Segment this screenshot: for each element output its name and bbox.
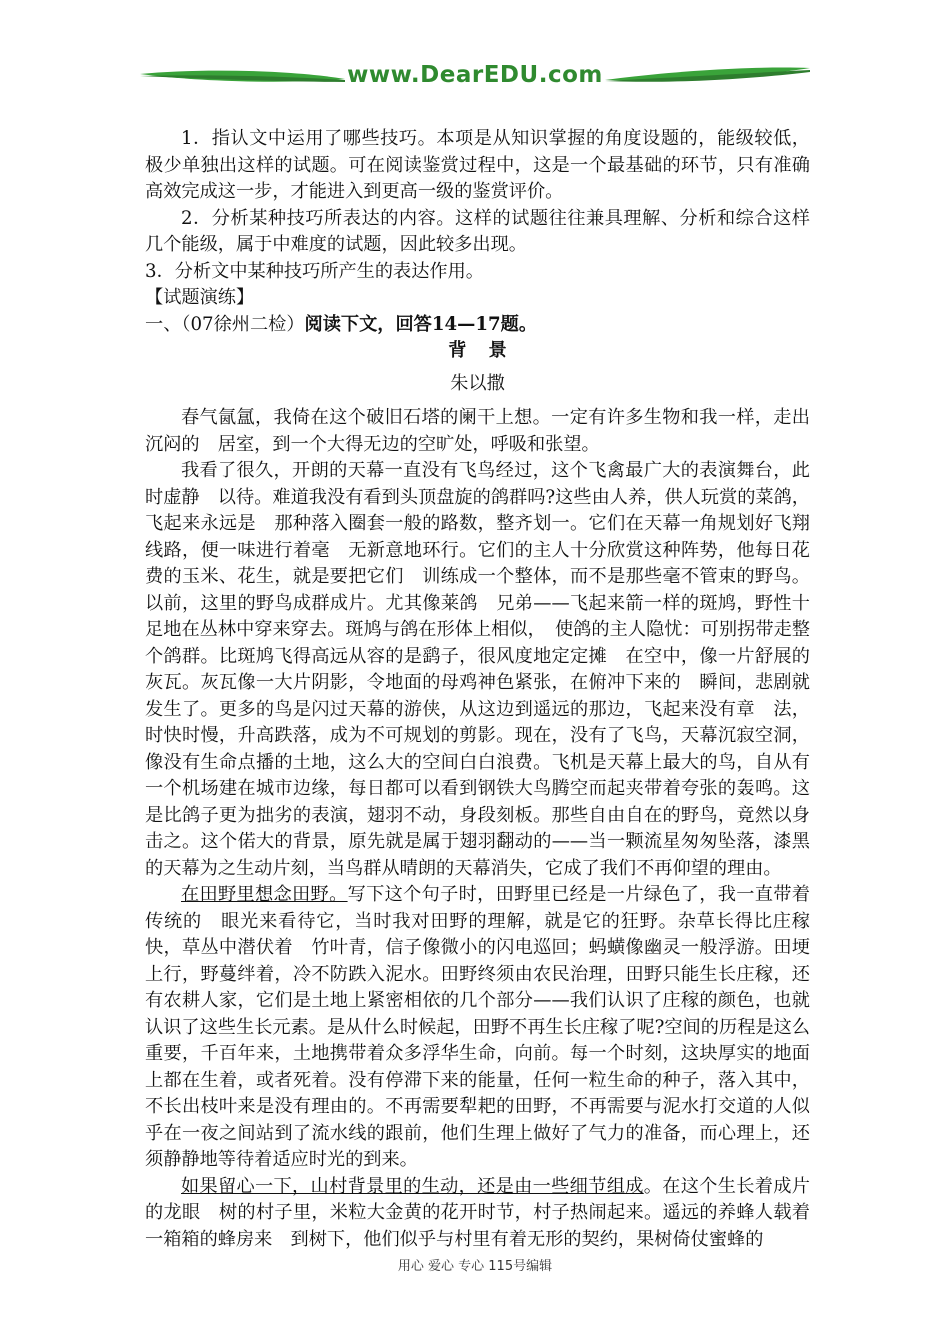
article-author: 朱以撒: [450, 372, 505, 394]
document-body: [145, 126, 810, 1253]
underlined-sentence-2: 如果留心一下，山村背景里的生动，还是由一些细节组成: [181, 1175, 644, 1197]
site-header: [140, 60, 810, 96]
article-paragraph-2: 我看了很久，开朗的天幕一直没有飞鸟经过，这个飞禽最广大的表演舞台，此时虚静 以待。难道我没有看到头顶盘旋的鸽群吗?这些由人养，供人玩赏的菜鸽，飞起来永远是 那种落入圈套一般的路数，整齐划一。它们在天幕一角规划好飞翔线路，便一味进行着毫 无新意地环行。它们的主人十分欣赏这种阵势，他每日花费的玉米、花生，就是要把它们 训练成一个整体，而不是那些毫不管束的野鸟。以前，这里的野鸟成群成片。尤其像莱鸽 兄弟——飞起来箭一样的斑鸠，野性十足地在丛林中穿来穿去。斑鸠与鸽在形体上相似， 使鸽的主人隐忧：可别拐带走整个鸽群。比斑鸠飞得高远从容的是鹞子，很风度地定定摊 在空中，像一片舒展的灰瓦。灰瓦像一大片阴影，令地面的母鸡神色紧张，在俯冲下来的 瞬间，悲剧就发生了。更多的鸟是闪过天幕的游侠，从这边到遥远的那边，飞起来没有章 法，时快时慢，升高跌落，成为不可规划的剪影。现在，没有了飞鸟，天幕沉寂空洞，像没有生命点播的土地，这么大的空间白白浪费。飞机是天幕上最大的鸟，自从有一个机场建在城市边缘，每日都可以看到钢铁大鸟腾空而起夹带着夸张的轰鸣。这是比鸽子更为拙劣的表演，翅羽不动，身段刻板。那些自由自在的野鸟，竟然以身击之。这个偌大的背景，原先就是属于翅羽翻动的——当一颗流星匆匆坠落，漆黑的天幕为之生动片刻，当鸟群从晴朗的天幕消失，它成了我们不再仰望的理由。: [145, 460, 810, 879]
article-title: 背景: [448, 340, 529, 361]
page-footer: 用心 爱心 专心 115号编辑: [397, 1259, 553, 1274]
article-paragraph-1: 春气氤氲，我倚在这个破旧石塔的阑干上想。一定有许多生物和我一样，走出沉闷的 居室，到一个大得无边的空旷处，呼吸和张望。: [145, 407, 810, 455]
intro-item-1: 1．指认文中运用了哪些技巧。本项是从知识掌握的角度设题的，能级较低，极少单独出这样的试题。可在阅读鉴赏过程中，这是一个最基础的环节，只有准确高效完成这一步，才能进入到更高一级的鉴赏评价。: [145, 128, 810, 202]
paragraph-4-text: 。在这个生长着成片的龙眼 树的村子里，米粒大金黄的花开时节，村子热闹起来。遥远的养蜂人载着一箱箱的蜂房来 到树下，他们似乎与村里有着无形的契约，果树倚仗蜜蜂的: [145, 1175, 810, 1250]
question-prefix: 一、（07徐州二检）: [145, 313, 305, 335]
paragraph-3-text: 写下这个句子时，田野里已经是一片绿色了，我一直带着传统的 眼光来看待它，当时我对田野的理解，就是它的狂野。杂草长得比庄稼快，草丛中潜伏着 竹叶青，信子像微小的闪电巡回；蚂蟥像幽灵一般浮游。田埂上行，野蔓绊着，冷不防跌入泥水。田野终须由农民治理，田野只能生长庄稼，还有农耕人家，它们是土地上紧密相依的几个部分——我们认识了庄稼的颜色，也就认识了这些生长元素。是从什么时候起，田野不再生长庄稼了呢?空间的历程是这么重要，千百年来，土地携带着众多浮华生命，向前。每一个时刻，这块厚实的地面上都在生着，或者死着。没有停滞下来的能量，任何一粒生命的种子，落入其中，不长出枝叶来是没有理由的。不再需要犁耙的田野，不再需要与泥水打交道的人似乎在一夜之间站到了流水线的跟前，他们生理上做好了气力的准备，而心理上，还须静静地等待着适应时光的到来。: [145, 884, 810, 1170]
question-instruction: 阅读下文，回答14—17题。: [304, 313, 538, 335]
section-label: 【试题演练】: [145, 287, 255, 308]
question-line: [145, 312, 810, 339]
article-paragraph-3: [145, 882, 810, 1174]
underlined-sentence-1: 在田野里想念田野。: [181, 884, 348, 905]
site-logo-text[interactable]: www.DearEDU.com: [347, 62, 603, 88]
intro-item-2: 2．分析某种技巧所表达的内容。这样的试题往往兼具理解、分析和综合这样几个能级，属于中难度的试题，因此较多出现。: [145, 207, 810, 255]
article-paragraph-4: [145, 1174, 810, 1254]
intro-item-3: 3．分析文中某种技巧所产生的表达作用。: [145, 260, 484, 282]
